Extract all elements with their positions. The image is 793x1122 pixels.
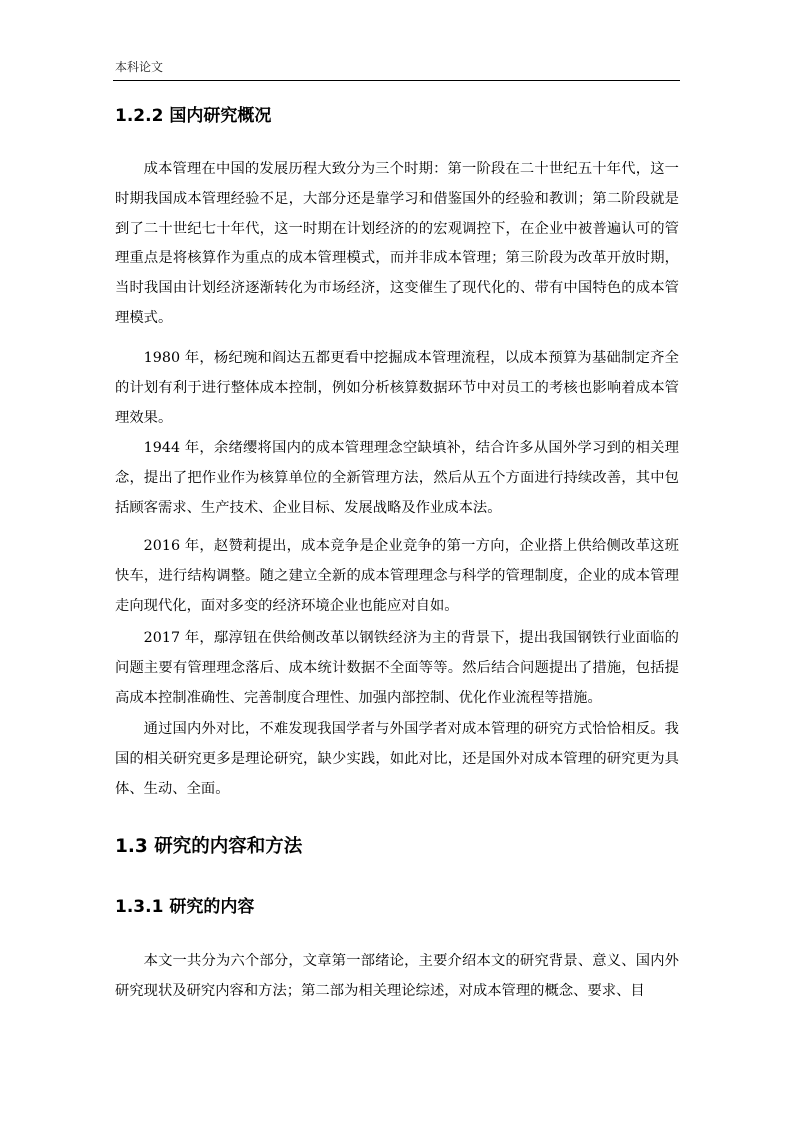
section-heading-1-3: 1.3 研究的内容和方法 xyxy=(115,836,303,857)
paragraph-1944: 1944 年，余绪缨将国内的成本管理理念空缺填补，结合许多从国外学习到的相关理念，提出了把作业作为核算单位的全新管理方法，然后从五个方面进行持续改善，其中包括顾客需求、生产技术、企业目标、发展战略及作业成本法。 xyxy=(115,440,679,516)
running-header: 本科论文 xyxy=(115,60,164,74)
paragraph-1980: 1980 年，杨纪琬和阎达五都更看中挖掘成本管理流程，以成本预算为基础制定齐全的计划有利于进行整体成本控制，例如分析核算数据环节中对员工的考核也影响着成本管理效果。 xyxy=(115,350,679,426)
paragraph-2017: 2017 年，鄢淳钮在供给侧改革以钢铁经济为主的背景下，提出我国钢铁行业面临的问题主要有管理理念落后、成本统计数据不全面等等。然后结合问题提出了措施，包括提高成本控制准确性、完善制度合理性、加强内部控制、优化作业流程等措施。 xyxy=(115,630,679,706)
section-heading-1-3-1: 1.3.1 研究的内容 xyxy=(115,897,255,917)
paragraph-research-content: 本文一共分为六个部分，文章第一部绪论，主要介绍本文的研究背景、意义、国内外研究现状及研究内容和方法；第二部为相关理论综述，对成本管理的概念、要求、目 xyxy=(115,953,679,999)
paragraph-development-history: 成本管理在中国的发展历程大致分为三个时期：第一阶段在二十世纪五十年代，这一时期我国成本管理经验不足，大部分还是靠学习和借鉴国外的经验和教训；第二阶段就是到了二十世纪七十年代，这一时期在计划经济的的宏观调控下，在企业中被普遍认可的管理重点是将核算作为重点的成本管理模式，而并非成本管理；第三阶段为改革开放时期，当时我国由计划经济逐渐转化为市场经济，这变催生了现代化的、带有中国特色的成本管理模式。 xyxy=(115,161,679,326)
section-heading-1-2-2: 1.2.2 国内研究概况 xyxy=(115,106,272,126)
header-rule xyxy=(113,80,680,81)
paragraph-comparison: 通过国内外对比，不难发现我国学者与外国学者对成本管理的研究方式恰恰相反。我国的相关研究更多是理论研究，缺少实践，如此对比，还是国外对成本管理的研究更为具体、生动、全面。 xyxy=(115,721,679,797)
paragraph-2016: 2016 年，赵赞莉提出，成本竞争是企业竞争的第一方向，企业搭上供给侧改革这班快车，进行结构调整。随之建立全新的成本管理理念与科学的管理制度，企业的成本管理走向现代化，面对多变的经济环境企业也能应对自如。 xyxy=(115,538,679,614)
